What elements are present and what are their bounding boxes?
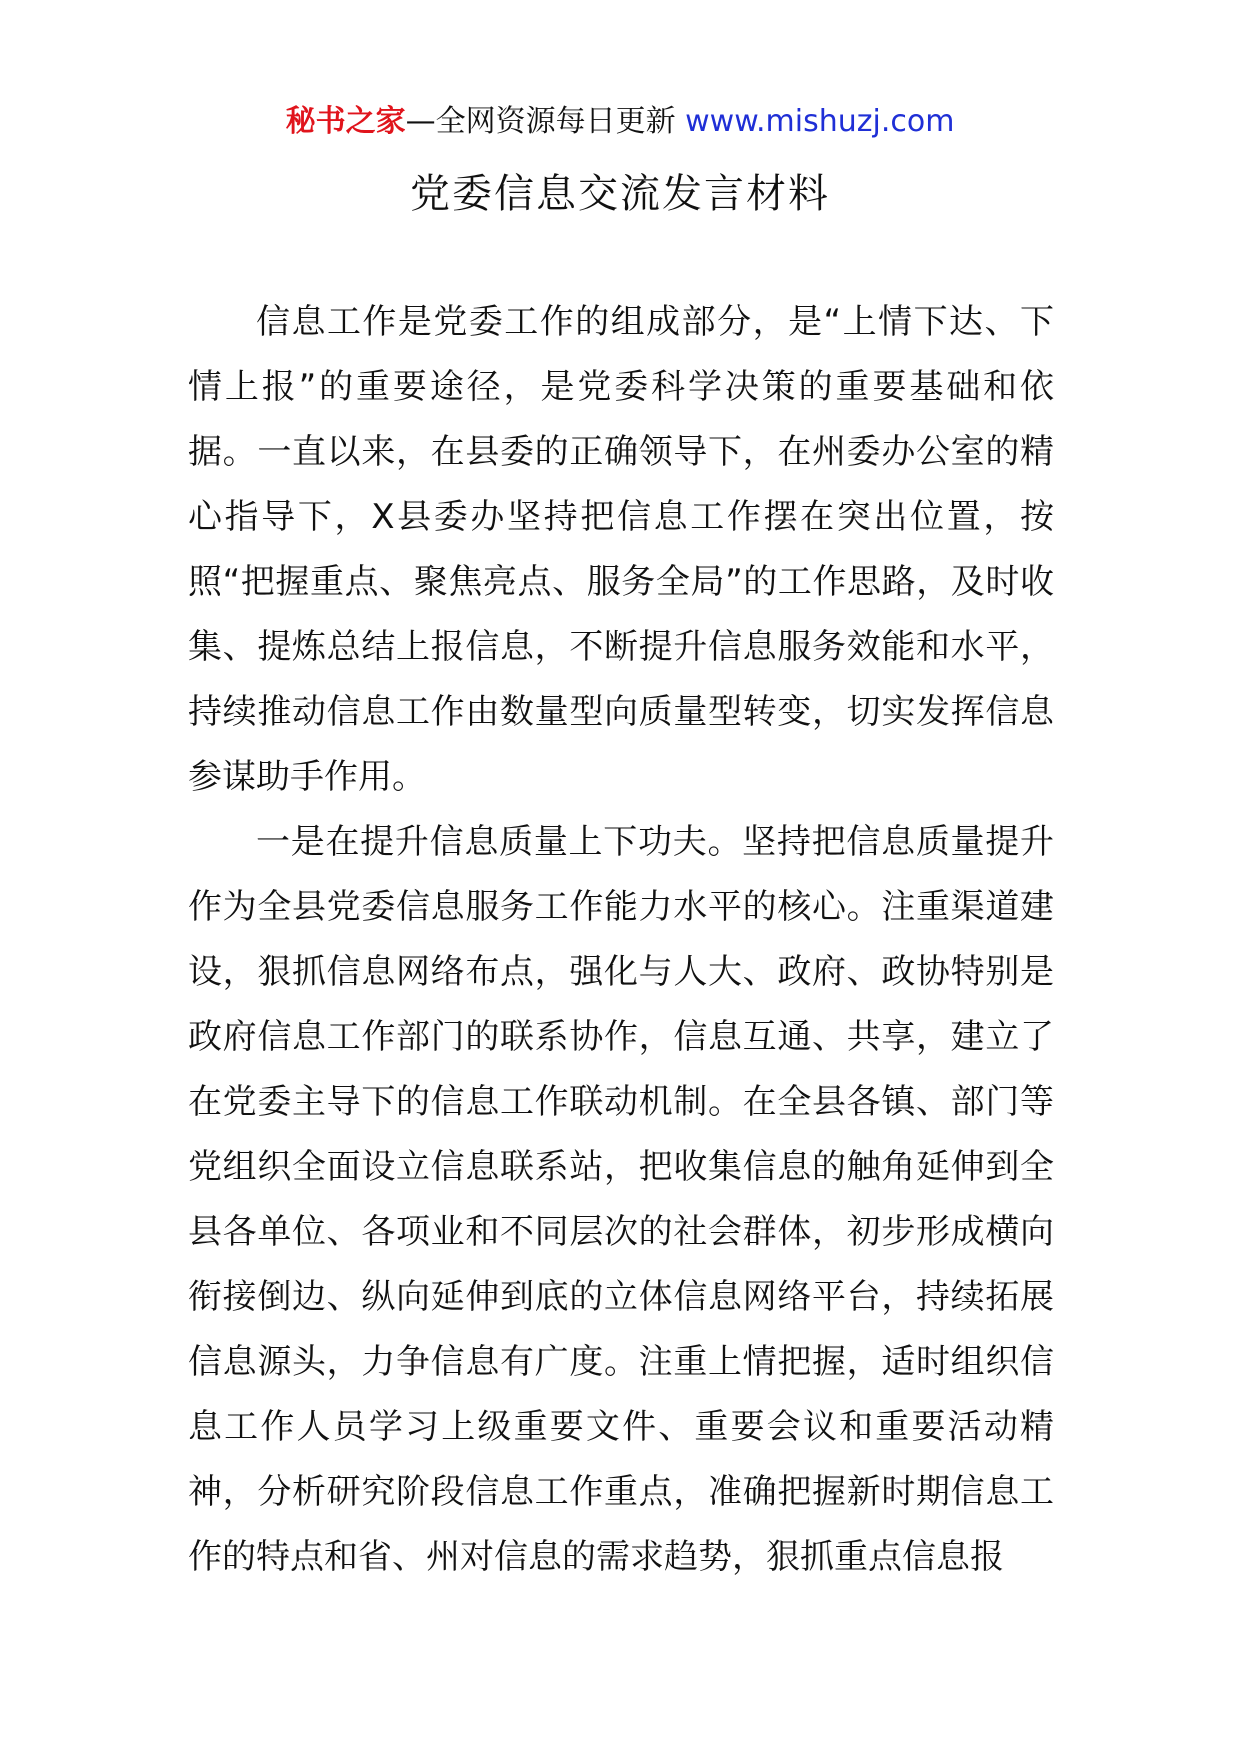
site-url-link[interactable]: www.mishuzj.com xyxy=(685,104,955,139)
document-title: 党委信息交流发言材料 xyxy=(410,171,830,217)
site-brand: 秘书之家 xyxy=(285,104,406,139)
paragraph-point-one: 一是在提升信息质量上下功夫。坚持把信息质量提升作为全县党委信息服务工作能力水平的核心。注重渠道建设，狠抓信息网络布点，强化与人大、政府、政协特别是政府信息工作部门的联系协作，信息互通、共享，建立了在党委主导下的信息工作联动机制。在全县各镇、部门等党组织全面设立信息联系站，把收集信息的触角延伸到全县各单位、各项业和不同层次的社会群体，初步形成横向衔接倒边、纵向延伸到底的立体信息网络平台，持续拓展信息源头，力争信息有广度。注重上情把握，适时组织信息工作人员学习上级重要文件、重要会议和重要活动精神，分析研究阶段信息工作重点，准确把握新时期信息工作的特点和省、州对信息的需求趋势，狠抓重点信息报 xyxy=(188,822,1054,1577)
site-header xyxy=(0,100,1240,144)
site-slogan: —全网资源每日更新 xyxy=(405,104,686,139)
paragraph-intro: 信息工作是党委工作的组成部分，是“上情下达、下情上报”的重要途径，是党委科学决策的重要基础和依据。一直以来，在县委的正确领导下，在州委办公室的精心指导下，X县委办坚持把信息工作摆在突出位置，按照“把握重点、聚焦亮点、服务全局”的工作思路，及时收集、提炼总结上报信息，不断提升信息服务效能和水平，持续推动信息工作由数量型向质量型转变，切实发挥信息参谋助手作用。 xyxy=(188,302,1054,797)
document-body xyxy=(188,290,1054,1590)
